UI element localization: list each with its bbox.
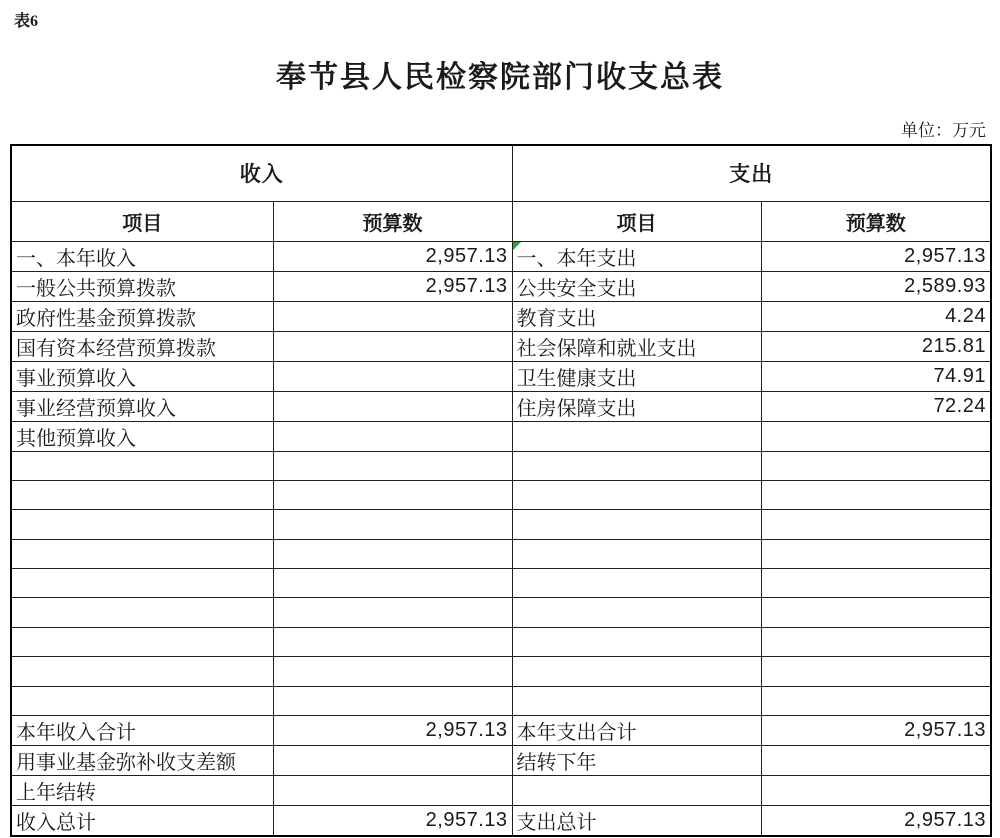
group-header-income: 收入 — [11, 145, 512, 201]
income-item-cell: 一、本年收入 — [11, 241, 273, 271]
table-row — [11, 241, 991, 271]
income-item-cell — [11, 686, 273, 715]
col-header-income-budget: 预算数 — [273, 201, 512, 241]
income-amount-cell — [273, 331, 512, 361]
income-item-cell: 事业预算收入 — [11, 361, 273, 391]
income-amount-cell — [273, 480, 512, 509]
income-item-cell — [11, 510, 273, 539]
income-amount-cell — [273, 301, 512, 331]
expense-amount-cell — [761, 657, 991, 686]
expense-amount-cell: 74.91 — [761, 361, 991, 391]
income-amount-cell — [273, 421, 512, 451]
expense-item-cell: 社会保障和就业支出 — [512, 331, 761, 361]
expense-item-cell — [512, 627, 761, 656]
page-title: 奉节县人民检察院部门收支总表 — [276, 61, 724, 94]
cell-error-marker-icon — [513, 242, 521, 250]
table-row — [11, 451, 991, 480]
income-item-cell — [11, 451, 273, 480]
income-amount-cell — [273, 657, 512, 686]
expense-item-cell — [512, 539, 761, 568]
expense-amount-cell — [761, 421, 991, 451]
expense-item-cell — [512, 569, 761, 598]
income-amount-cell: 2,957.13 — [273, 241, 512, 271]
income-item-cell — [11, 480, 273, 509]
table-row — [11, 391, 991, 421]
income-amount-cell — [273, 539, 512, 568]
expense-item-cell — [512, 598, 761, 627]
expense-item-cell — [512, 776, 761, 806]
expense-item-cell — [512, 451, 761, 480]
table-row — [11, 510, 991, 539]
income-amount-cell — [273, 569, 512, 598]
expense-amount-cell: 2,957.13 — [761, 716, 991, 746]
column-header-row — [11, 201, 991, 241]
expense-item-cell — [512, 686, 761, 715]
group-header-expense: 支出 — [512, 145, 991, 201]
table-row — [11, 539, 991, 568]
expense-item-cell: 卫生健康支出 — [512, 361, 761, 391]
expense-item-cell: 公共安全支出 — [512, 271, 761, 301]
income-item-cell: 国有资本经营预算拨款 — [11, 331, 273, 361]
expense-item-cell: 支出总计 — [512, 806, 761, 837]
expense-amount-cell: 2,957.13 — [761, 241, 991, 271]
expense-amount-cell: 215.81 — [761, 331, 991, 361]
group-header-row — [11, 145, 991, 201]
expense-item-cell: 结转下年 — [512, 746, 761, 776]
table-row — [11, 746, 991, 776]
income-item-cell: 事业经营预算收入 — [11, 391, 273, 421]
col-header-expense-budget: 预算数 — [761, 201, 991, 241]
expense-item-cell: 一、本年支出 — [512, 241, 761, 271]
income-item-cell — [11, 598, 273, 627]
budget-summary-table — [10, 144, 992, 837]
table-row — [11, 598, 991, 627]
income-amount-cell: 2,957.13 — [273, 806, 512, 837]
income-item-cell — [11, 627, 273, 656]
table-row — [11, 271, 991, 301]
income-amount-cell — [273, 686, 512, 715]
income-amount-cell — [273, 361, 512, 391]
income-item-cell: 收入总计 — [11, 806, 273, 837]
income-item-cell — [11, 569, 273, 598]
income-amount-cell — [273, 746, 512, 776]
expense-amount-cell — [761, 746, 991, 776]
expense-item-cell — [512, 480, 761, 509]
table-row — [11, 627, 991, 656]
expense-item-cell — [512, 510, 761, 539]
expense-item-cell: 本年支出合计 — [512, 716, 761, 746]
expense-amount-cell: 2,957.13 — [761, 806, 991, 837]
expense-amount-cell — [761, 480, 991, 509]
income-item-cell: 一般公共预算拨款 — [11, 271, 273, 301]
col-header-income-item: 项目 — [11, 201, 273, 241]
table-row — [11, 776, 991, 806]
income-amount-cell — [273, 776, 512, 806]
table-row — [11, 686, 991, 715]
income-item-cell: 用事业基金弥补收支差额 — [11, 746, 273, 776]
income-item-cell: 其他预算收入 — [11, 421, 273, 451]
expense-amount-cell — [761, 686, 991, 715]
expense-item-cell: 教育支出 — [512, 301, 761, 331]
expense-amount-cell — [761, 627, 991, 656]
table-row — [11, 657, 991, 686]
expense-amount-cell — [761, 776, 991, 806]
income-item-cell: 本年收入合计 — [11, 716, 273, 746]
income-item-cell — [11, 539, 273, 568]
table-row — [11, 480, 991, 509]
expense-item-cell: 住房保障支出 — [512, 391, 761, 421]
table-header — [11, 145, 991, 241]
table-row — [11, 361, 991, 391]
expense-amount-cell — [761, 569, 991, 598]
income-amount-cell: 2,957.13 — [273, 271, 512, 301]
income-amount-cell — [273, 510, 512, 539]
income-amount-cell — [273, 391, 512, 421]
income-amount-cell — [273, 598, 512, 627]
income-item-cell: 政府性基金预算拨款 — [11, 301, 273, 331]
table-row — [11, 806, 991, 837]
expense-amount-cell: 2,589.93 — [761, 271, 991, 301]
expense-amount-cell — [761, 451, 991, 480]
expense-amount-cell — [761, 539, 991, 568]
unit-note: 单位：万元 — [901, 121, 986, 140]
col-header-expense-item: 项目 — [512, 201, 761, 241]
expense-amount-cell — [761, 510, 991, 539]
expense-item-cell — [512, 657, 761, 686]
expense-item-cell — [512, 421, 761, 451]
table-row — [11, 301, 991, 331]
income-amount-cell: 2,957.13 — [273, 716, 512, 746]
table-row — [11, 331, 991, 361]
income-amount-cell — [273, 627, 512, 656]
income-item-cell: 上年结转 — [11, 776, 273, 806]
table-row — [11, 569, 991, 598]
table-row — [11, 716, 991, 746]
income-item-cell — [11, 657, 273, 686]
table-row — [11, 421, 991, 451]
sheet-label: 表6 — [14, 13, 39, 30]
income-amount-cell — [273, 451, 512, 480]
table-body — [11, 241, 991, 836]
expense-amount-cell — [761, 598, 991, 627]
expense-amount-cell: 72.24 — [761, 391, 991, 421]
expense-amount-cell: 4.24 — [761, 301, 991, 331]
